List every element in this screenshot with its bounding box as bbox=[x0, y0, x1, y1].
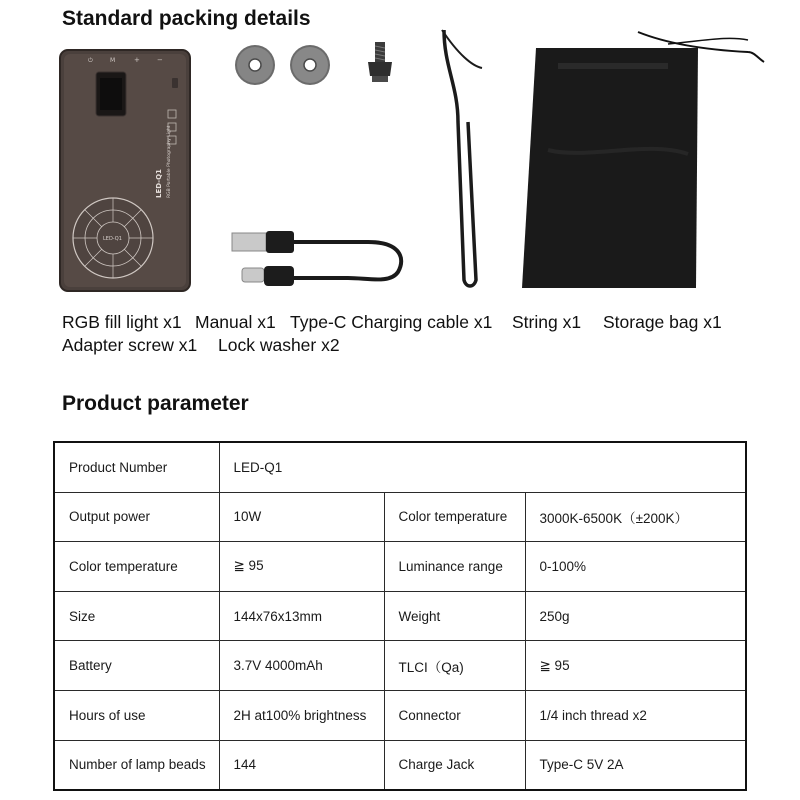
product-parameter-table bbox=[53, 441, 747, 791]
param-value: 250g bbox=[525, 591, 746, 641]
plus-button-mark: + bbox=[134, 56, 140, 64]
table-row bbox=[54, 740, 746, 790]
param-value: Type-C 5V 2A bbox=[525, 740, 746, 790]
lock-washer-image bbox=[232, 42, 342, 90]
wheel-label: LED-Q1 bbox=[103, 236, 122, 242]
table-row bbox=[54, 690, 746, 740]
table-row bbox=[54, 641, 746, 691]
packing-item: Lock washer x2 bbox=[218, 335, 340, 355]
param-label: Charge Jack bbox=[384, 740, 525, 790]
packing-item: String x1 bbox=[512, 312, 582, 332]
param-value: 10W bbox=[219, 492, 384, 542]
storage-bag-image bbox=[518, 30, 768, 292]
param-value: LED-Q1 bbox=[219, 442, 746, 492]
param-label: Battery bbox=[54, 641, 219, 691]
param-label: Connector bbox=[384, 690, 525, 740]
param-value: 144x76x13mm bbox=[219, 591, 384, 641]
control-wheel bbox=[73, 198, 153, 278]
table-row bbox=[54, 591, 746, 641]
param-value: 1/4 inch thread x2 bbox=[525, 690, 746, 740]
table-row bbox=[54, 542, 746, 592]
packing-item: Type-C Charging cable x1 bbox=[290, 312, 493, 332]
param-label: Weight bbox=[384, 591, 525, 641]
param-label: Luminance range bbox=[384, 542, 525, 592]
param-label: TLCI（Qa) bbox=[384, 641, 525, 691]
adapter-screw-image bbox=[364, 42, 396, 90]
param-label: Number of lamp beads bbox=[54, 740, 219, 790]
string-image bbox=[438, 26, 492, 288]
mode-button-mark: M bbox=[110, 57, 116, 64]
packing-item: Manual x1 bbox=[195, 312, 276, 332]
packing-item: Storage bag x1 bbox=[603, 312, 722, 332]
param-value: 144 bbox=[219, 740, 384, 790]
param-label: Size bbox=[54, 591, 219, 641]
lock-washer-left bbox=[235, 45, 275, 85]
device-side-text: RGB Portable Photography Light bbox=[167, 125, 172, 198]
param-value: 3000K-6500K（±200K） bbox=[525, 492, 746, 542]
param-label: Product Number bbox=[54, 442, 219, 492]
minus-button-mark: − bbox=[157, 56, 163, 64]
param-value: 0-100% bbox=[525, 542, 746, 592]
power-button-mark: ⏻ bbox=[88, 57, 93, 64]
type-c-cable-image bbox=[228, 220, 408, 296]
param-value: ≧ 95 bbox=[219, 542, 384, 592]
packing-item: Adapter screw x1 bbox=[62, 335, 198, 355]
param-label: Hours of use bbox=[54, 690, 219, 740]
rgb-fill-light-image bbox=[58, 48, 194, 294]
table-row bbox=[54, 442, 746, 492]
param-label: Color temperature bbox=[384, 492, 525, 542]
param-value: 3.7V 4000mAh bbox=[219, 641, 384, 691]
param-value: ≧ 95 bbox=[525, 641, 746, 691]
packing-item: RGB fill light x1 bbox=[62, 312, 182, 332]
parameter-title: Product parameter bbox=[62, 392, 249, 415]
param-label: Color temperature bbox=[54, 542, 219, 592]
param-label: Output power bbox=[54, 492, 219, 542]
param-value: 2H at100% brightness bbox=[219, 690, 384, 740]
device-brand-mark: LED-Q1 bbox=[155, 169, 163, 198]
table-row bbox=[54, 492, 746, 542]
lock-washer-right bbox=[290, 45, 330, 85]
packing-title: Standard packing details bbox=[62, 7, 311, 30]
